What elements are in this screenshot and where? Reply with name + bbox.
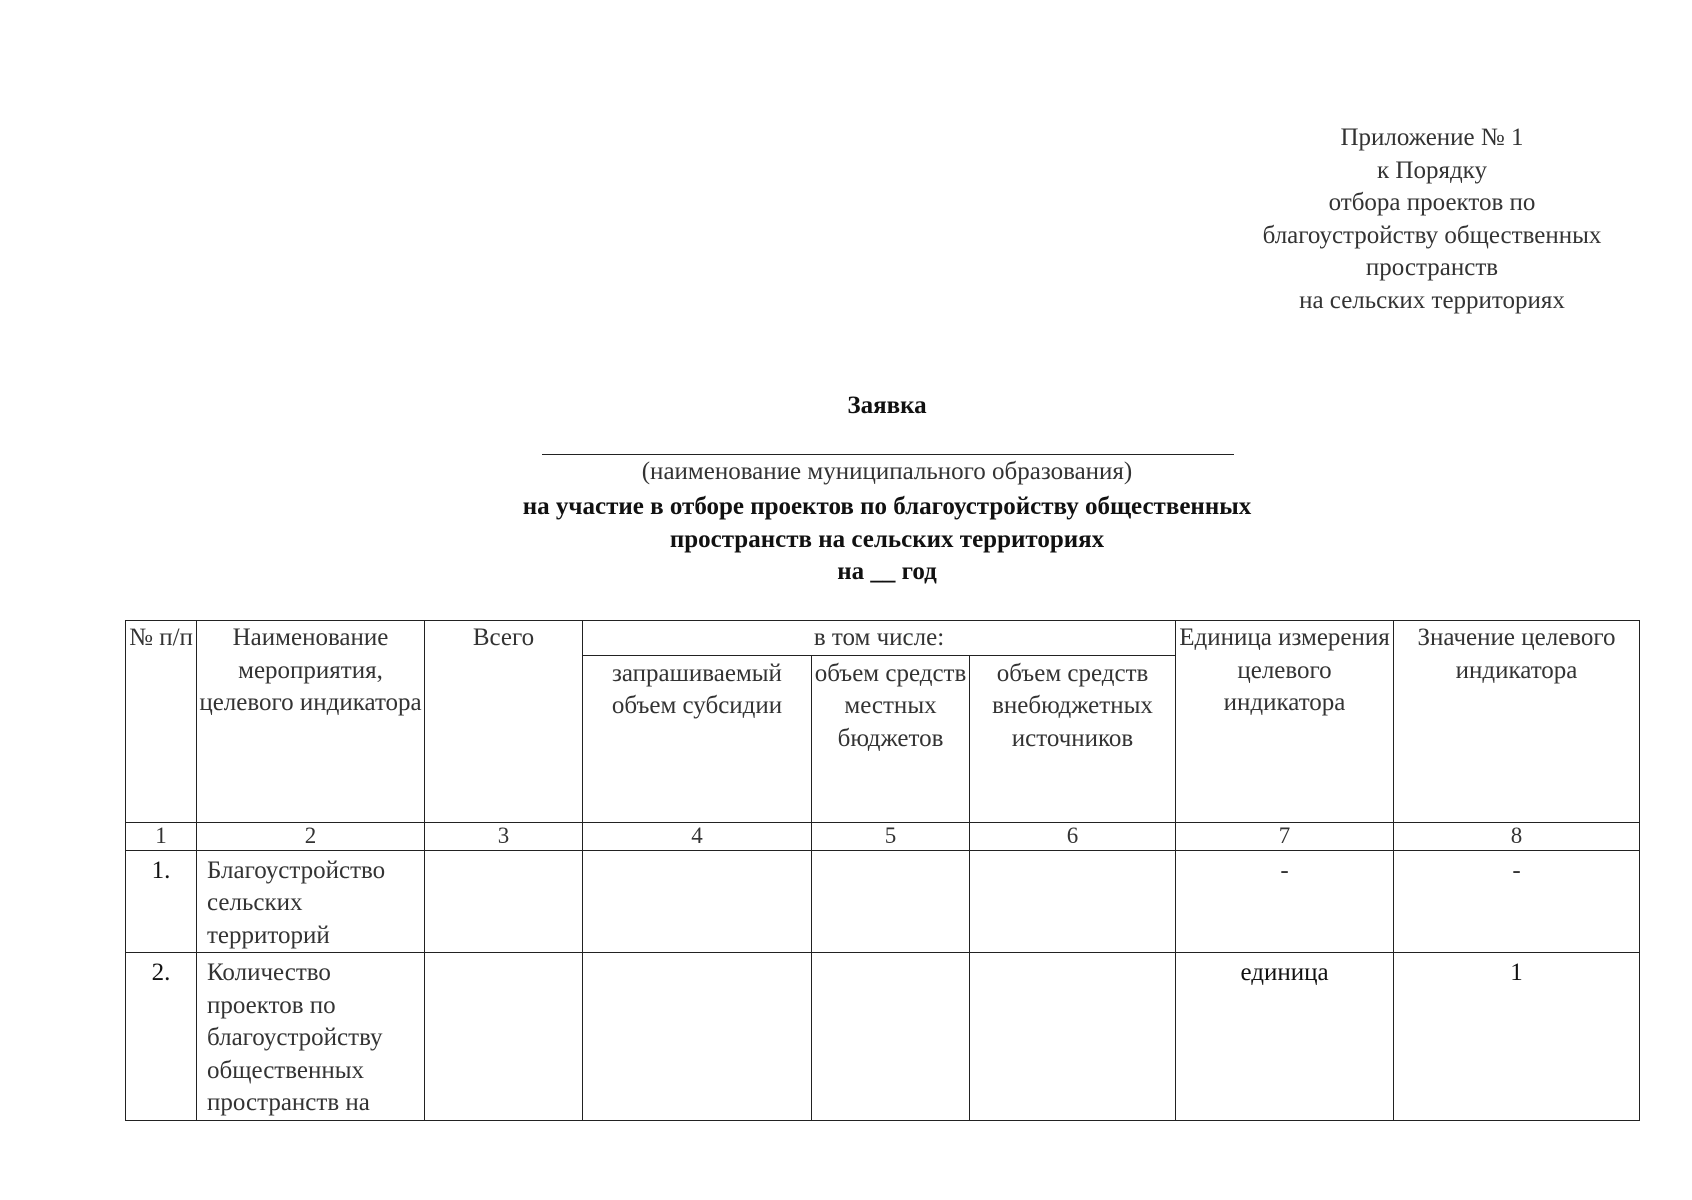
row-unit: единица: [1176, 953, 1394, 1121]
header-number: № п/п: [126, 621, 197, 823]
document-title: Заявка: [847, 392, 927, 419]
appendix-line: благоустройству общественных: [1262, 221, 1602, 249]
column-number: 4: [583, 822, 812, 850]
header-local-budgets: объем средств местных бюджетов: [812, 655, 970, 822]
document-heading: [0, 491, 1692, 589]
row-local-budgets: [812, 953, 970, 1121]
appendix-line: к Порядку: [1377, 156, 1487, 184]
appendix-block: [1232, 122, 1632, 318]
heading-line: на __ год: [837, 558, 937, 585]
row-name: Количество проектов по благоустройству общественных пространств на: [197, 953, 425, 1121]
appendix-line: пространств: [1365, 254, 1499, 282]
heading-line: пространств на сельских территориях: [669, 525, 1105, 553]
row-extrabudgetary: [970, 850, 1176, 953]
appendix-line: Приложение № 1: [1340, 124, 1524, 151]
header-total: Всего: [425, 621, 583, 823]
row-extrabudgetary: [970, 953, 1176, 1121]
row-number: 2.: [126, 953, 197, 1121]
table-row: [126, 953, 1640, 1121]
row-number: 1.: [126, 850, 197, 953]
header-requested-subsidy: запрашиваемый объем субсидии: [583, 655, 812, 822]
row-local-budgets: [812, 850, 970, 953]
table-row: [126, 850, 1640, 953]
column-number: 7: [1176, 822, 1394, 850]
heading-line: на участие в отборе проектов по благоустройству общественных: [522, 493, 1252, 520]
column-number: 3: [425, 822, 583, 850]
header-event-name: Наименование мероприятия, целевого индикатора: [197, 621, 425, 823]
row-requested-subsidy: [583, 953, 812, 1121]
column-number-row: [126, 822, 1640, 850]
row-requested-subsidy: [583, 850, 812, 953]
municipality-name-line: [542, 454, 1234, 455]
header-indicator-value: Значение целевого индикатора: [1394, 621, 1640, 823]
column-number: 8: [1394, 822, 1640, 850]
header-including: в том числе:: [583, 621, 1176, 656]
column-number: 6: [970, 822, 1176, 850]
row-total: [425, 953, 583, 1121]
column-number: 5: [812, 822, 970, 850]
column-number: 1: [126, 822, 197, 850]
header-extrabudgetary: объем средств внебюджетных источников: [970, 655, 1176, 822]
row-value: -: [1394, 850, 1640, 953]
row-name: Благоустройство сельских территорий: [197, 850, 425, 953]
municipality-name-caption: (наименование муниципального образования): [641, 458, 1133, 485]
row-value: 1: [1394, 953, 1640, 1121]
appendix-line: на сельских территориях: [1299, 286, 1565, 314]
application-table: [125, 620, 1640, 1121]
row-total: [425, 850, 583, 953]
appendix-line: отбора проектов по: [1328, 189, 1536, 217]
row-unit: -: [1176, 850, 1394, 953]
header-unit: Единица измерения целевого индикатора: [1176, 621, 1394, 823]
table-header-row: [126, 621, 1640, 656]
column-number: 2: [197, 822, 425, 850]
